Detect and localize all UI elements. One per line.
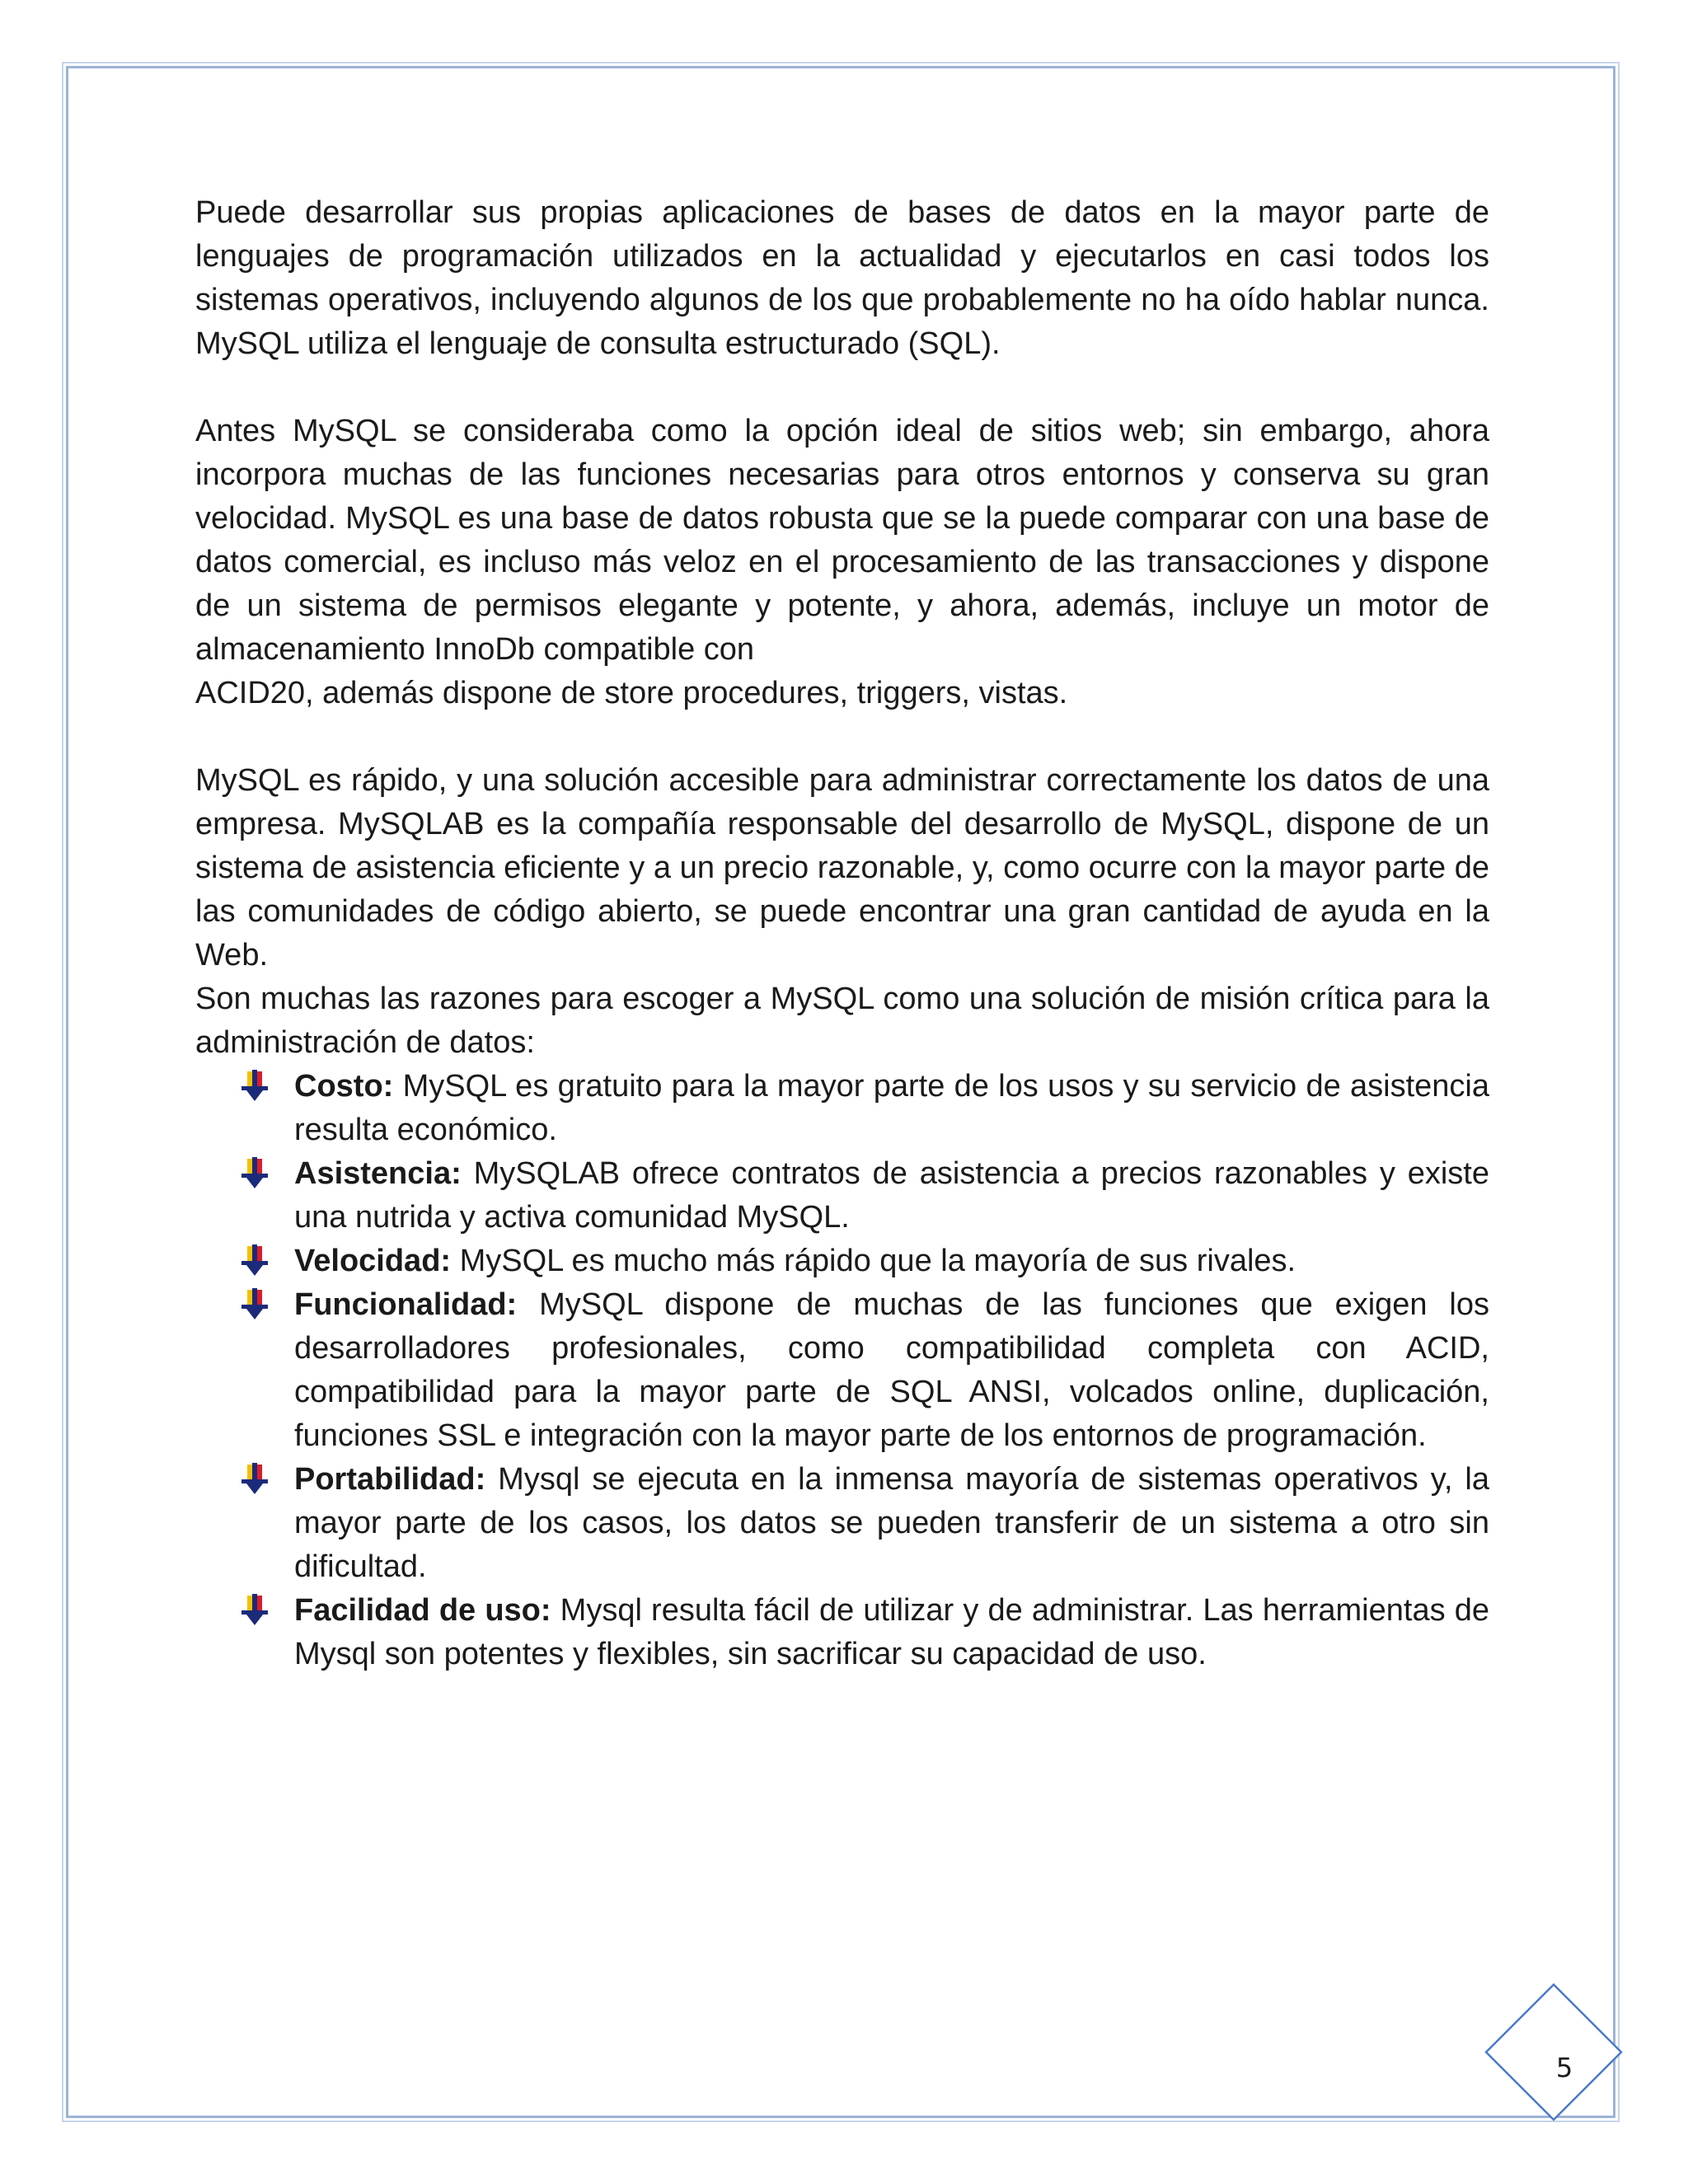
bullet-text: Mysql resulta fácil de utilizar y de administrar. Las herramientas de Mysql son potentes y flexibles, sin sacrificar su capacidad de uso. <box>294 1593 1489 1671</box>
bullet-term: Costo: <box>294 1069 394 1104</box>
paragraph-2-continuation: ACID20, además dispone de store procedures, triggers, vistas. <box>195 676 1068 710</box>
list-item <box>294 1283 1489 1458</box>
arrow-bullet-icon <box>240 1594 270 1627</box>
bullet-term: Velocidad: <box>294 1244 452 1278</box>
paragraph-gap <box>195 715 1489 759</box>
paragraph-3: MySQL es rápido, y una solución accesible para administrar correctamente los datos de una empresa. MySQLAB es la compañía responsable del desarrollo de MySQL, dispone de un sistema de asistencia eficiente y a un precio razonable, y, como ocurre con la mayor parte de las comunidades de código abierto, se puede encontrar una gran cantidad de ayuda en la Web. <box>195 763 1489 972</box>
paragraph-4: Son muchas las razones para escoger a MySQL como una solución de misión crítica para la administración de datos: <box>195 982 1489 1060</box>
paragraph-gap <box>195 366 1489 410</box>
arrow-bullet-icon <box>240 1244 270 1277</box>
document-body <box>195 191 1489 1676</box>
arrow-bullet-icon <box>240 1070 270 1103</box>
paragraph-2: Antes MySQL se consideraba como la opción ideal de sitios web; sin embargo, ahora incorpora muchas de las funciones necesarias para otros entornos y conserva su gran velocidad. MySQL es una base de datos robusta que se la puede comparar con una base de datos comercial, es incluso más veloz en el procesamiento de las transacciones y dispone de un sistema de permisos elegante y potente, y ahora, además, incluye un motor de almacenamiento InnoDb compatible con <box>195 414 1489 667</box>
bullet-text: MySQLAB ofrece contratos de asistencia a precios razonables y existe una nutrida y activa comunidad MySQL. <box>294 1156 1489 1235</box>
list-item <box>294 1589 1489 1676</box>
list-item <box>294 1240 1489 1283</box>
bullet-term: Funcionalidad: <box>294 1287 518 1322</box>
list-item <box>294 1458 1489 1589</box>
bullet-term: Facilidad de uso: <box>294 1593 551 1628</box>
arrow-bullet-icon <box>240 1157 270 1190</box>
bullet-term: Portabilidad: <box>294 1462 486 1497</box>
bullet-text: MySQL es mucho más rápido que la mayoría de sus rivales. <box>451 1244 1296 1278</box>
arrow-bullet-icon <box>240 1463 270 1496</box>
bullet-term: Asistencia: <box>294 1156 462 1191</box>
bullet-text: MySQL dispone de muchas de las funciones que exigen los desarrolladores profesionales, como compatibilidad completa con ACID, compatibilidad para la mayor parte de SQL ANSI, volcados online, duplicación, funciones SSL e integración con la mayor parte de los entornos de programación. <box>294 1287 1489 1453</box>
page-number: 5 <box>1555 2052 1573 2083</box>
list-item <box>294 1152 1489 1240</box>
bullet-text: Mysql se ejecuta en la inmensa mayoría de sistemas operativos y, la mayor parte de los casos, los datos se pueden transferir de un sistema a otro sin dificultad. <box>294 1462 1489 1584</box>
list-item <box>294 1065 1489 1152</box>
bullet-text: MySQL es gratuito para la mayor parte de los usos y su servicio de asistencia resulta económico. <box>294 1069 1489 1147</box>
arrow-bullet-icon <box>240 1288 270 1321</box>
reasons-list <box>195 1065 1489 1676</box>
paragraph-1: Puede desarrollar sus propias aplicaciones de bases de datos en la mayor parte de lenguajes de programación utilizados en la actualidad y ejecutarlos en casi todos los sistemas operativos, incluyendo algunos de los que probablemente no ha oído hablar nunca. MySQL utiliza el lenguaje de consulta estructurado (SQL). <box>195 195 1489 361</box>
